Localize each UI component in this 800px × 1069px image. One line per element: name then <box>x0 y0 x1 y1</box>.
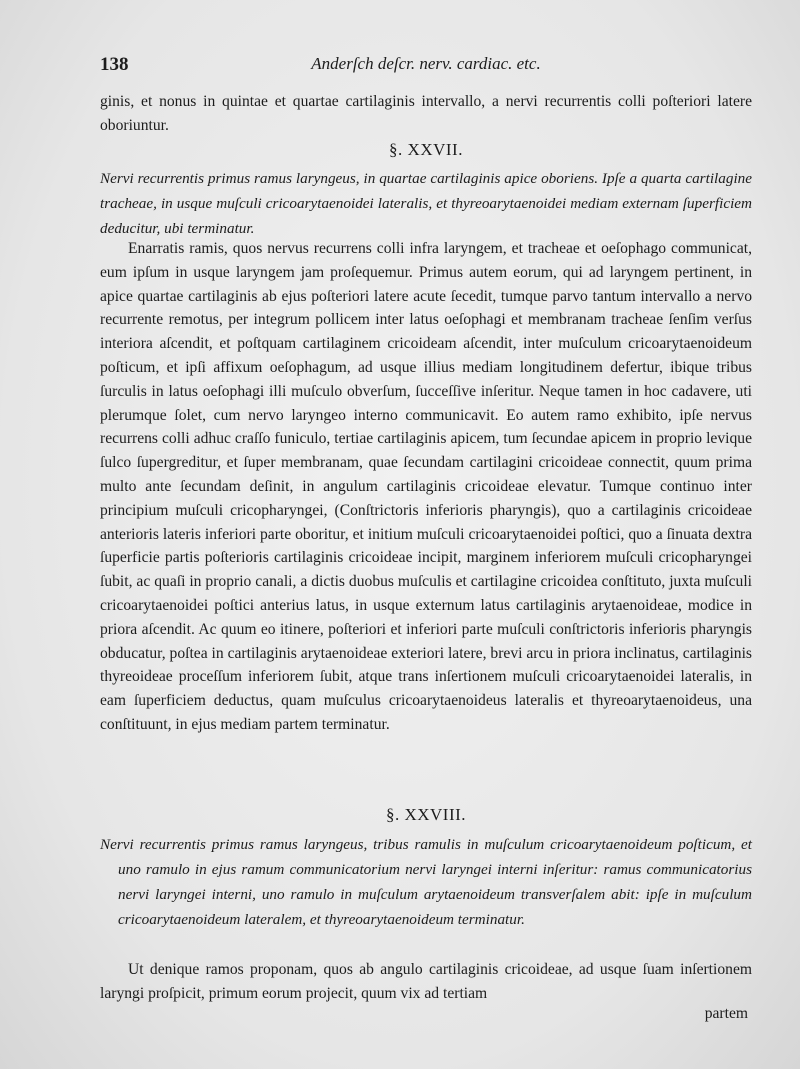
running-head: Anderſch deſcr. nerv. cardiac. etc. <box>311 54 541 73</box>
summary-text: Nervi recurrentis primus ramus laryngeus, tribus ramulis in muſculum cricoarytaenoideum poſticum, et uno ramulo in ejus ramum communicatorium nervi laryngei interni inſeritur: ramus communicatorius nervi laryngei interni, uno ramulo in muſculum arytaenoideum transverſalem abit: ipſe in muſculum cricoarytaenoideum lateralem, et thyreoarytaenoideum terminatur. <box>100 836 752 928</box>
section-summary-xxvii <box>100 166 752 241</box>
page-number: 138 <box>100 54 129 75</box>
section-title-xxviii: §. XXVIII. <box>385 805 467 824</box>
section-title-xxvii: §. XXVII. <box>389 140 463 159</box>
section-body-xxviii <box>100 958 752 1006</box>
summary-text: Nervi recurrentis primus ramus laryngeus, in quartae cartilaginis apice oboriens. Ipſe a quarta cartilagine tracheae, in usque muſculi cricoarytaenoidei lateralis, et thyreoarytaenoidei mediam externam ſuperficiem deducitur, ubi terminatur. <box>100 170 752 237</box>
continuation-paragraph <box>100 90 752 138</box>
page-header <box>100 54 752 84</box>
catchword: partem <box>704 1005 748 1022</box>
section-summary-xxviii <box>100 832 752 932</box>
continuation-text: ginis, et nonus in quintae et quartae cartilaginis intervallo, a nervi recurrentis colli poſteriori latere oboriuntur. <box>100 93 752 134</box>
section-body-xxvii <box>100 237 752 737</box>
body-paragraph: Enarratis ramis, quos nervus recurrens colli infra laryngem, et tracheae et oeſophago communicat, eum ipſum in usque laryngem jam proſequemur. Primus autem eorum, qui ad laryngem pertinent, in apice quartae cartilaginis ab ejus poſteriori latere acute ſecedit, tumque parvo tantum intervallo a nervo recurrente remotus, per integrum pollicem inter latus oeſophagi et membranam tracheae ſenſim verſus interiora aſcendit, et poſtquam cartilaginem cricoideam aſcendit, inter muſculum cricoarytaenoideum poſticum, et ipſi affixum oeſophagum, ad usque illius mediam longitudinem defertur, ibique tribus ſurculis in latus oeſophagi illi muſculo obverſum, ſucceſſive inſeritur. Neque tamen in hoc cadavere, uti plerumque ſolet, cum nervo laryngeo interno communicavit. Eo autem ramo exhibito, ipſe nervus recurrens colli adhuc craſſo funiculo, tertiae cartilaginis apicem, tum ſecundae apicem in proprio levique ſulco ſupergreditur, et ſuper membranam, quae ſecundam cartilagini cricoideae connectit, quum prima multo ante ſecundam deſinit, in angulum cartilaginis cricoideae elevatur. Tumque continuo inter principium muſculi cricopharyngei, (Conſtrictoris inferioris pharyngis), quo a cartilaginis cricoideae anterioris lateris inferiori parte oboritur, et initium muſculi cricoarytaenoidei poſtici, quo a ſinuata dextra ſuperficie partis poſterioris cartilaginis cricoideae incipit, marginem inferiorem muſculi cricopharyngei ſubit, ac quaſi in proprio canali, a dictis duobus muſculis et cartilagine cricoidea conſtituto, juxta muſculi cricoarytaenoidei poſtici anterius latus, in usque externum latus cartilaginis arytaenoideae, modice in priora aſcendit. Ac quum eo itinere, poſteriori et inferiori parte muſculi conſtrictoris inferioris pharyngis obducatur, poſtea in cartilaginis arytaenoideae exteriori latere, brevi arcu in priora inclinatus, cartilaginis thyreoideae proceſſum inferiorem ſubit, atque trans inſertionem muſculi cricoarytaenoidei lateralis, in eam ſuperficiem deductus, quam muſculus cricoarytaenoideus lateralis et thyreoarytaenoideus, una conſtituunt, in ejus mediam partem terminatur. <box>100 240 752 733</box>
body-paragraph: Ut denique ramos proponam, quos ab angulo cartilaginis cricoideae, ad usque ſuam inſertionem laryngi proſpicit, primum eorum projecit, quum vix ad tertiam <box>100 961 752 1002</box>
